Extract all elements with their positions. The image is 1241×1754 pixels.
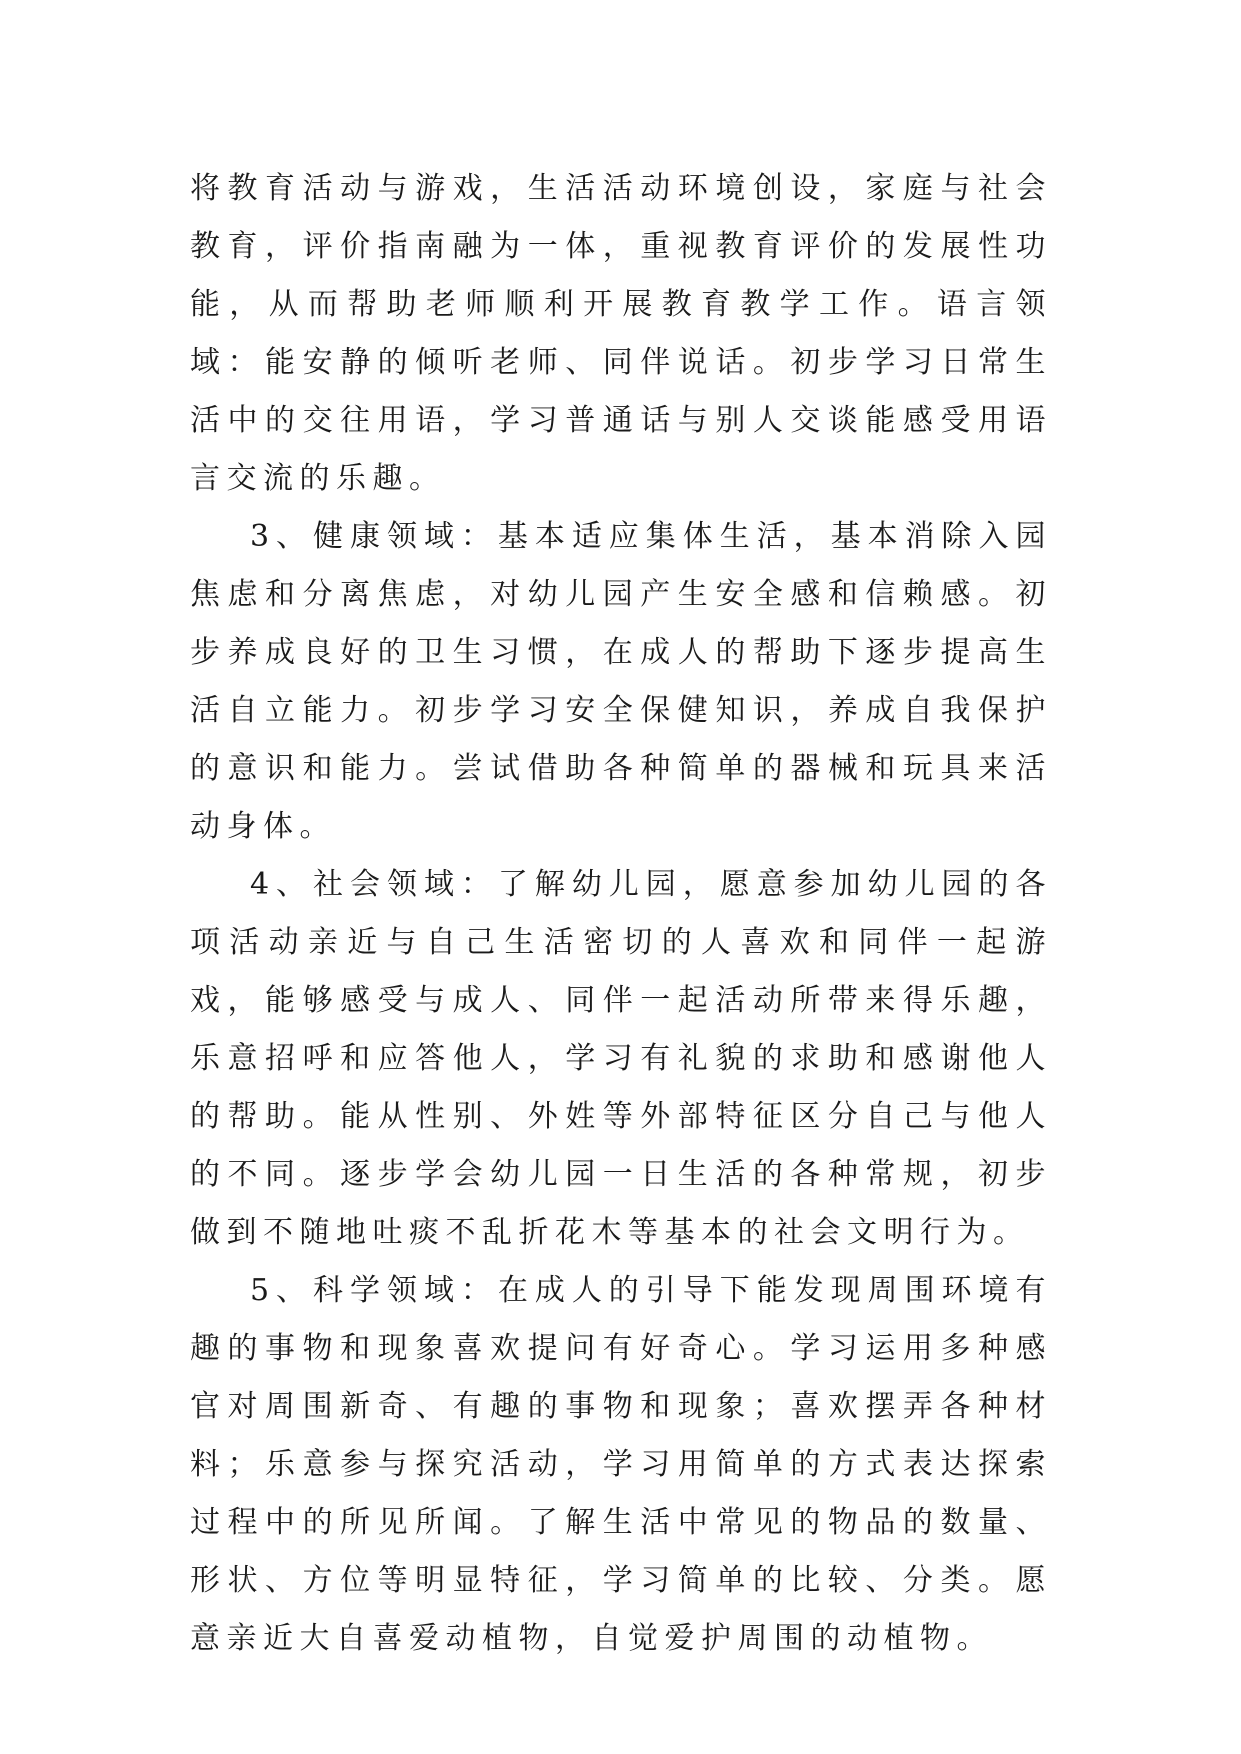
paragraph-science-domain: 5、科学领域：在成人的引导下能发现周围环境有趣的事物和现象喜欢提问有好奇心。学习运用多种感官对周围新奇、有趣的事物和现象；喜欢摆弄各种材料；乐意参与探究活动，学习用简单的方式表达探索过程中的所见所闻。了解生活中常见的物品的数量、形状、方位等明显特征，学习简单的比较、分类。愿意亲近大自喜爱动植物，自觉爱护周围的动植物。 <box>190 1273 1052 1656</box>
paragraph-social-domain: 4、社会领域：了解幼儿园，愿意参加幼儿园的各项活动亲近与自己生活密切的人喜欢和同伴一起游戏，能够感受与成人、同伴一起活动所带来得乐趣，乐意招呼和应答他人，学习有礼貌的求助和感谢他人的帮助。能从性别、外姓等外部特征区分自己与他人的不同。逐步学会幼儿园一日生活的各种常规，初步做到不随地吐痰不乱折花木等基本的社会文明行为。 <box>190 867 1052 1250</box>
paragraph-health-domain: 3、健康领域：基本适应集体生活，基本消除入园焦虑和分离焦虑，对幼儿园产生安全感和信赖感。初步养成良好的卫生习惯，在成人的帮助下逐步提高生活自立能力。初步学习安全保健知识，养成自我保护的意识和能力。尝试借助各种简单的器械和玩具来活动身体。 <box>190 519 1052 844</box>
paragraph-education-integration: 将教育活动与游戏，生活活动环境创设，家庭与社会教育，评价指南融为一体，重视教育评价的发展性功能，从而帮助老师顺利开展教育教学工作。语言领域：能安静的倾听老师、同伴说话。初步学习日常生活中的交往用语，学习普通话与别人交谈能感受用语言交流的乐趣。 <box>190 171 1052 496</box>
document-body <box>190 160 1052 1668</box>
